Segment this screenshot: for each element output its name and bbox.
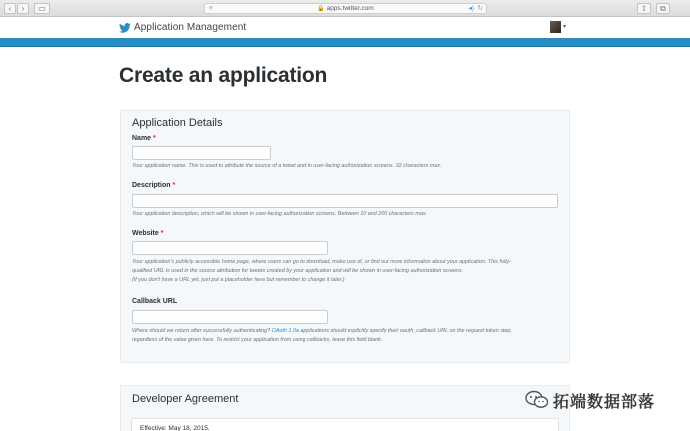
website-label: Website * <box>132 230 164 237</box>
description-input[interactable] <box>132 194 558 208</box>
callback-help: Where should we return after successfully authenticating? OAuth 1.0a applications should explicitly specify their oauth_callback URL on the request token step, regardless of the value given here. To restrict your application from using callbacks, leave this field blank. <box>132 328 512 343</box>
avatar[interactable] <box>550 21 561 33</box>
forward-button[interactable]: › <box>17 3 29 14</box>
required-marker: * <box>153 135 156 142</box>
share-icon[interactable]: ⇧ <box>637 3 651 14</box>
watermark-text: 拓端数据部落 <box>553 391 656 411</box>
wechat-logo-icon <box>525 390 549 410</box>
chevron-down-icon[interactable]: ▾ <box>563 24 567 30</box>
website-help: Your application's publicly accessible home page, where users can go to download, make use of, or find out more information about your application. This fully- qualified URL is used in the source attribution for tweets created by your application and will be shown in user-facing authorization screens. (If you don't have a URL yet, just put a placeholder here but remember to change it later.) <box>132 259 511 283</box>
name-help: Your application name. This is used to attribute the source of a tweet and in user-facing authorization screens. 32 characters max. <box>132 163 442 169</box>
agreement-text-box[interactable] <box>131 418 559 431</box>
url-text: apps.twitter.com <box>326 5 374 12</box>
description-label: Description * <box>132 182 176 189</box>
callback-url-input[interactable] <box>132 310 328 324</box>
name-input[interactable] <box>132 146 271 160</box>
website-input[interactable] <box>132 241 328 255</box>
panel-title: Application Details <box>132 117 223 129</box>
agreement-effective-date: Effective: May 18, 2015. <box>140 425 210 431</box>
back-button[interactable]: ‹ <box>4 3 16 14</box>
browser-toolbar <box>0 0 690 17</box>
reload-icon[interactable]: ↻ <box>477 5 483 12</box>
name-label: Name * <box>132 135 156 142</box>
lock-icon: 🔒 <box>317 6 325 12</box>
required-marker: * <box>172 182 176 189</box>
required-marker: * <box>160 230 164 237</box>
twitter-bird-icon <box>119 23 131 33</box>
oauth-link[interactable]: OAuth 1.0a <box>271 328 299 334</box>
watermark <box>525 387 655 413</box>
brand-title: Application Management <box>134 22 247 33</box>
menu-icon: ≡ <box>209 5 213 12</box>
tabs-icon[interactable]: ⧉ <box>656 3 670 14</box>
agreement-title: Developer Agreement <box>132 393 239 405</box>
application-details-panel <box>120 110 570 363</box>
brand[interactable] <box>119 21 246 34</box>
developer-agreement-panel <box>120 385 570 431</box>
audio-icon[interactable]: ◂) <box>468 5 474 12</box>
address-bar[interactable] <box>204 3 487 14</box>
header-accent-bar <box>0 38 690 47</box>
callback-label: Callback URL <box>132 298 178 305</box>
page-title: Create an application <box>119 64 328 87</box>
description-help: Your application description, which will be shown in user-facing authorization screens. Between 10 and 200 characters max. <box>132 211 428 217</box>
site-header <box>0 17 690 38</box>
sidebar-icon[interactable]: ▭ <box>34 3 50 14</box>
